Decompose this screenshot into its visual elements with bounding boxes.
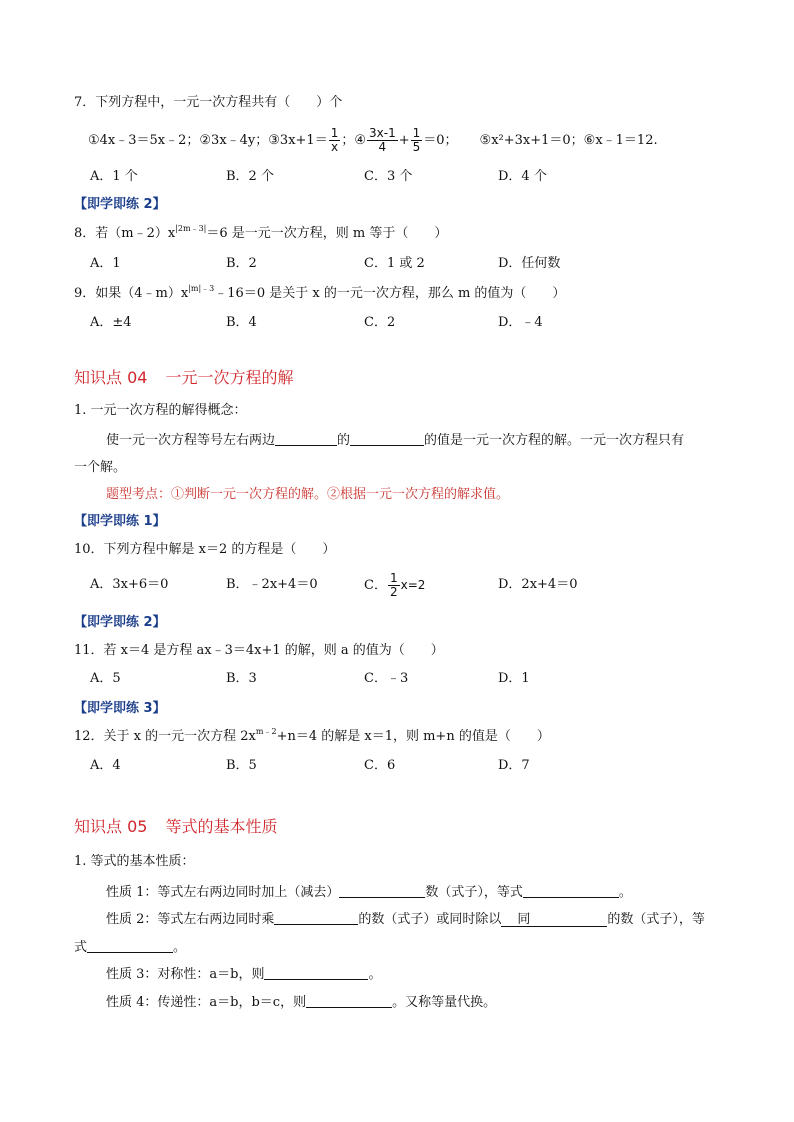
fraction-numerator: 1 bbox=[330, 125, 339, 140]
section-title: 等式的基本性质 bbox=[165, 817, 278, 836]
equation-4-fraction-1 bbox=[367, 127, 398, 153]
fill-blank[interactable] bbox=[523, 885, 619, 898]
question-12-stem bbox=[74, 727, 550, 744]
property-text: 。又称等量代换。 bbox=[392, 995, 497, 1010]
option-c[interactable]: C．2 bbox=[364, 315, 396, 330]
property-text: 式 bbox=[74, 940, 88, 955]
fill-blank[interactable] bbox=[274, 912, 358, 925]
question-8-stem bbox=[74, 224, 448, 241]
property-4 bbox=[106, 995, 496, 1009]
fill-blank[interactable] bbox=[264, 967, 368, 980]
fill-blank[interactable] bbox=[339, 885, 425, 898]
option-d[interactable]: D．7 bbox=[498, 758, 530, 773]
question-7-equations bbox=[88, 124, 658, 156]
section-number: 知识点 05 bbox=[74, 817, 148, 836]
fraction-numerator: 1 bbox=[412, 125, 421, 140]
practice-tag: 【即学即练 2】 bbox=[74, 197, 166, 212]
fraction-numerator: 3x-1 bbox=[369, 125, 396, 140]
definition-text: 使一元一次方程等号左右两边 bbox=[106, 433, 276, 448]
fraction-denominator: x bbox=[330, 139, 339, 154]
equation-4-suffix: ＝0； bbox=[423, 132, 458, 148]
exponent: |m|﹣3 bbox=[188, 284, 215, 293]
stem-text: ＝6 是一元一次方程，则 m 等于（ ） bbox=[206, 226, 448, 241]
option-b[interactable]: B．4 bbox=[226, 315, 257, 330]
section-title: 一元一次方程的解 bbox=[165, 368, 294, 387]
stem-text: +n＝4 的解是 x＝1，则 m+n 的值是（ ） bbox=[276, 729, 550, 744]
property-2 bbox=[106, 912, 705, 927]
section-heading bbox=[74, 819, 277, 835]
section-number: 知识点 04 bbox=[74, 368, 148, 387]
fraction-denominator: 4 bbox=[378, 139, 387, 154]
property-3 bbox=[106, 967, 382, 981]
property-text: 。 bbox=[368, 967, 382, 982]
stem-text: ﹣16＝0 是关于 x 的一元一次方程，那么 m 的值为（ ） bbox=[214, 286, 566, 301]
option-c[interactable]: C．1 或 2 bbox=[364, 256, 425, 271]
equation-3-suffix: ； bbox=[341, 132, 355, 148]
equation-5-6: ⑤x²+3x+1＝0；⑥x﹣1＝12. bbox=[479, 132, 658, 148]
question-10-stem: 10．下列方程中解是 x＝2 的方程是（ ） bbox=[74, 542, 336, 557]
option-b[interactable]: B．﹣2x+4＝0 bbox=[226, 577, 318, 592]
property-text: 性质 1：等式左右两边同时加上（减去） bbox=[106, 885, 340, 900]
option-text: x=2 bbox=[400, 578, 426, 592]
practice-tag: 【即学即练 2】 bbox=[74, 615, 166, 630]
exponent: |2m﹣3| bbox=[175, 224, 207, 233]
section-heading bbox=[74, 370, 293, 386]
property-text: 。 bbox=[173, 940, 187, 955]
fraction-denominator: 5 bbox=[412, 139, 421, 154]
property-text: 的数（式子），等 bbox=[607, 912, 705, 927]
property-text: 。 bbox=[618, 885, 632, 900]
property-text: 性质 4：传递性：a＝b，b＝c，则 bbox=[106, 995, 307, 1010]
fill-blank[interactable]: 同 bbox=[501, 913, 607, 927]
definition-text: 的值是一元一次方程的解。一元一次方程只有 bbox=[424, 433, 685, 448]
option-d[interactable]: D．4 个 bbox=[498, 169, 547, 184]
property-text: 性质 2：等式左右两边同时乘 bbox=[106, 912, 275, 927]
property-text: 的数（式子）或同时除以 bbox=[358, 912, 502, 927]
option-label: C． bbox=[364, 577, 387, 593]
equation-1: ①4x﹣3＝5x﹣2； bbox=[88, 132, 200, 148]
equation-4-fraction-2 bbox=[411, 127, 423, 153]
option-b[interactable]: B．2 个 bbox=[226, 169, 274, 184]
fill-blank[interactable] bbox=[306, 995, 392, 1008]
property-text: 性质 3：对称性：a＝b，则 bbox=[106, 967, 265, 982]
practice-tag: 【即学即练 1】 bbox=[74, 514, 166, 529]
fraction-denominator: 2 bbox=[389, 584, 398, 599]
option-b[interactable]: B．2 bbox=[226, 256, 257, 271]
option-c[interactable]: C．6 bbox=[364, 758, 396, 773]
property-2-cont bbox=[74, 940, 186, 954]
property-text: 数（式子），等式 bbox=[425, 885, 523, 900]
option-c[interactable]: C．﹣3 bbox=[364, 671, 409, 686]
equation-3-fraction bbox=[329, 127, 341, 153]
fill-blank[interactable] bbox=[275, 433, 337, 446]
fraction-numerator: 1 bbox=[389, 570, 398, 585]
option-a[interactable]: A．1 个 bbox=[90, 169, 138, 184]
option-d[interactable]: D．任何数 bbox=[498, 256, 561, 271]
question-11-stem: 11．若 x＝4 是方程 ax﹣3＝4x+1 的解，则 a 的值为（ ） bbox=[74, 643, 444, 658]
definition-text: 的 bbox=[337, 433, 351, 448]
option-b[interactable]: B．5 bbox=[226, 758, 257, 773]
option-c[interactable] bbox=[364, 568, 425, 602]
stem-text: 9．如果（4﹣m）x bbox=[74, 286, 189, 301]
question-9-stem bbox=[74, 284, 566, 301]
concept-item: 1. 一元一次方程的解得概念： bbox=[74, 403, 247, 418]
option-a[interactable]: A．±4 bbox=[90, 315, 132, 330]
fill-blank[interactable] bbox=[350, 433, 424, 446]
stem-text: 8．若（m﹣2）x bbox=[74, 226, 176, 241]
option-d[interactable]: D．﹣4 bbox=[498, 315, 543, 330]
question-7-stem: 7．下列方程中，一元一次方程共有（ ）个 bbox=[74, 95, 343, 110]
option-a[interactable]: A．4 bbox=[90, 758, 121, 773]
equation-4-plus: + bbox=[398, 132, 410, 148]
equation-2: ②3x﹣4y； bbox=[199, 132, 269, 148]
property-1 bbox=[106, 885, 632, 899]
option-a[interactable]: A．5 bbox=[90, 671, 121, 686]
concept-definition bbox=[106, 433, 684, 447]
option-c[interactable]: C．3 个 bbox=[364, 169, 413, 184]
exponent: m﹣2 bbox=[255, 727, 277, 736]
concept-definition-cont: 一个解。 bbox=[74, 460, 127, 475]
option-d[interactable]: D．2x+4＝0 bbox=[498, 577, 578, 592]
stem-text: 12．关于 x 的一元一次方程 2x bbox=[74, 729, 256, 744]
option-fraction bbox=[388, 572, 400, 598]
equation-3-prefix: ③3x+1＝ bbox=[268, 132, 328, 148]
option-d[interactable]: D．1 bbox=[498, 671, 530, 686]
concept-item: 1. 等式的基本性质： bbox=[74, 854, 195, 869]
fill-blank[interactable] bbox=[87, 940, 173, 953]
exam-points: 题型考点：①判断一元一次方程的解。②根据一元一次方程的解求值。 bbox=[106, 487, 510, 502]
practice-tag: 【即学即练 3】 bbox=[74, 701, 166, 716]
equation-4-prefix: ④ bbox=[354, 132, 367, 148]
option-a[interactable]: A．3x+6＝0 bbox=[90, 577, 169, 592]
option-a[interactable]: A．1 bbox=[90, 256, 121, 271]
option-b[interactable]: B．3 bbox=[226, 671, 257, 686]
